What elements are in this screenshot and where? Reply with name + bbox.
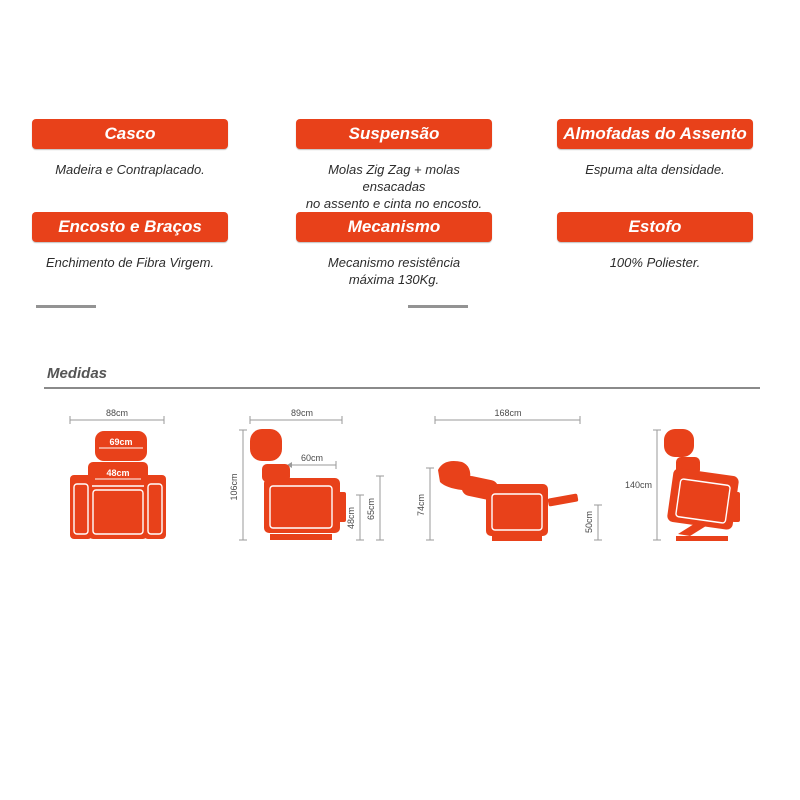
spec-title: Almofadas do Assento [557, 119, 753, 149]
side-seat-depth-label: 60cm [300, 453, 324, 463]
spec-description: Molas Zig Zag + molas ensacadas no assento e cinta no encosto. [305, 162, 483, 211]
lift-mechanism [678, 524, 706, 536]
section-title: Medidas [47, 365, 108, 382]
section-divider [44, 387, 760, 389]
side-height-label: 106cm [229, 473, 239, 501]
reclined-length-label: 168cm [494, 408, 522, 418]
spec-almofadas [557, 119, 753, 178]
spec-description: Enchimento de Fibra Virgem. [45, 255, 215, 270]
chair-footrest [338, 492, 346, 522]
side-depth-label: 89cm [290, 408, 314, 418]
spec-title: Casco [32, 119, 228, 149]
chair-headrest [250, 429, 282, 461]
front-seat-width-label: 48cm [106, 468, 130, 478]
reclined-height-label: 74cm [416, 493, 426, 517]
chair-footrest-extended [548, 493, 579, 506]
chair-base-reclined [492, 536, 542, 541]
reclined-footrest-height-label: 50cm [584, 510, 594, 534]
measurement-diagrams [0, 400, 800, 560]
front-view-diagram [70, 408, 166, 539]
side-seat-height-label: 48cm [346, 506, 356, 530]
clipped-text-right [408, 305, 468, 311]
chair-base-lift [676, 536, 728, 541]
spec-estofo [557, 212, 753, 271]
spec-description: Mecanismo resistência máxima 130Kg. [327, 255, 461, 287]
chair-footrest-lift [732, 492, 740, 522]
spec-description: Madeira e Contraplacado. [55, 162, 205, 177]
spec-description: 100% Poliester. [609, 255, 701, 270]
side-arm-height-label: 65cm [366, 497, 376, 521]
front-back-width-label: 69cm [109, 437, 133, 447]
spec-title: Encosto e Braços [32, 212, 228, 242]
spec-mecanismo [296, 212, 492, 288]
clipped-text-left [36, 305, 96, 311]
spec-casco [32, 119, 228, 178]
chair-body-reclined [486, 484, 548, 536]
spec-title: Estofo [557, 212, 753, 242]
side-view-diagram [229, 408, 384, 540]
spec-title: Mecanismo [296, 212, 492, 242]
spec-description: Espuma alta densidade. [585, 162, 725, 177]
spec-title: Suspensão [296, 119, 492, 149]
front-width-label: 88cm [105, 408, 129, 418]
spec-suspensao [296, 119, 492, 212]
lift-view-diagram [625, 429, 740, 541]
spec-encosto [32, 212, 228, 271]
lift-height-label: 140cm [624, 480, 652, 490]
reclined-view-diagram [416, 408, 602, 541]
chair-base [270, 534, 332, 540]
chair-headrest-lift [664, 429, 694, 457]
